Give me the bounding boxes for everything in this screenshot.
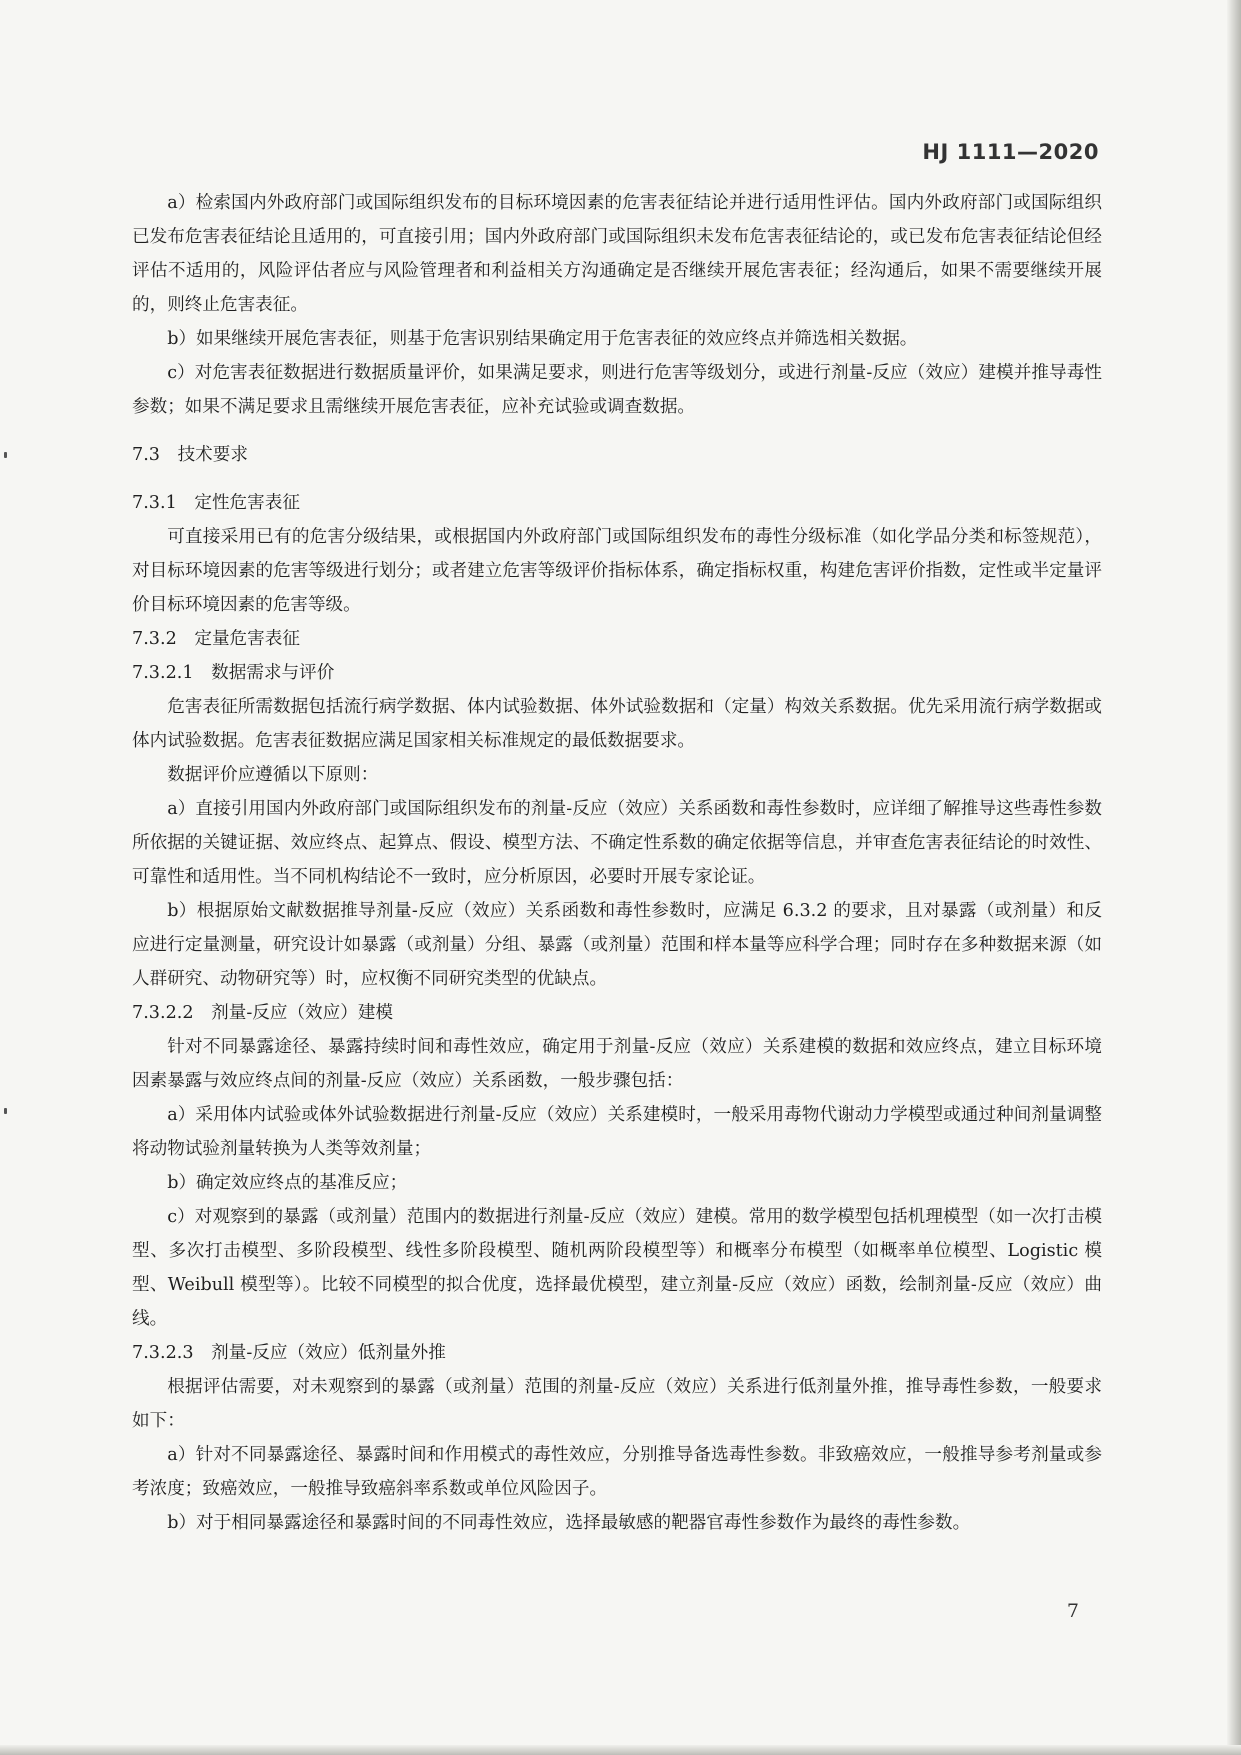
paragraph-7-3-2-2-c: c）对观察到的暴露（或剂量）范围内的数据进行剂量-反应（效应）建模。常用的数学模型包括机理模型（如一次打击模型、多次打击模型、多阶段模型、线性多阶段模型、随机两阶段模型等）和概率分布模型（如概率单位模型、Logistic 模型、Weibull 模型等）。比较不同模型的拟合优度，选择最优模型，建立剂量-反应（效应）函数，绘制剂量-反应（效应）曲线。 [132,1207,1102,1329]
scan-speck [4,452,7,458]
page-number: 7 [1066,1600,1079,1622]
paragraph-intro-c: c）对危害表征数据进行数据质量评价，如果满足要求，则进行危害等级划分，或进行剂量-反应（效应）建模并推导毒性参数；如果不满足要求且需继续开展危害表征，应补充试验或调查数据。 [132,363,1102,417]
standard-number: HJ 1111—2020 [922,140,1099,164]
paragraph-7-3-2-3-a: a）针对不同暴露途径、暴露时间和作用模式的毒性效应，分别推导备选毒性参数。非致癌效应，一般推导参考剂量或参考浓度；致癌效应，一般推导致癌斜率系数或单位风险因子。 [132,1445,1102,1499]
section-heading-7-3-2-1: 7.3.2.1 数据需求与评价 [132,663,335,683]
section-heading-7-3-1: 7.3.1 定性危害表征 [132,493,300,513]
paragraph-7-3-2-2-b: b）确定效应终点的基准反应； [167,1173,408,1193]
section-heading-7-3-2-2: 7.3.2.2 剂量-反应（效应）建模 [132,1003,394,1023]
paragraph-7-3-2-1-b: b）根据原始文献数据推导剂量-反应（效应）关系函数和毒性参数时，应满足 6.3.2 的要求，且对暴露（或剂量）和反应进行定量测量，研究设计如暴露（或剂量）分组、暴露（或剂量）范围和样本量等应科学合理；同时存在多种数据来源（如人群研究、动物研究等）时，应权衡不同研究类型的优缺点。 [132,901,1102,989]
page-edge-shadow [1227,0,1241,1755]
paragraph-7-3-2-1-a: a）直接引用国内外政府部门或国际组织发布的剂量-反应（效应）关系函数和毒性参数时，应详细了解推导这些毒性参数所依据的关键证据、效应终点、起算点、假设、模型方法、不确定性系数的确定依据等信息，并审查危害表征结论的时效性、可靠性和适用性。当不同机构结论不一致时，应分析原因，必要时开展专家论证。 [132,799,1102,887]
paragraph-intro-b: b）如果继续开展危害表征，则基于危害识别结果确定用于危害表征的效应终点并筛选相关数据。 [167,329,918,349]
scan-speck [4,1108,7,1114]
page-bottom-shadow [0,1745,1241,1755]
paragraph-7-3-2-2-a: a）采用体内试验或体外试验数据进行剂量-反应（效应）关系建模时，一般采用毒物代谢动力学模型或通过种间剂量调整将动物试验剂量转换为人类等效剂量； [132,1105,1102,1159]
paragraph-7-3-2-2-intro: 针对不同暴露途径、暴露持续时间和毒性效应，确定用于剂量-反应（效应）关系建模的数据和效应终点，建立目标环境因素暴露与效应终点间的剂量-反应（效应）关系函数，一般步骤包括： [132,1037,1102,1091]
paragraph-intro-a: a）检索国内外政府部门或国际组织发布的目标环境因素的危害表征结论并进行适用性评估。国内外政府部门或国际组织已发布危害表征结论且适用的，可直接引用；国内外政府部门或国际组织未发布危害表征结论的，或已发布危害表征结论但经评估不适用的，风险评估者应与风险管理者和利益相关方沟通确定是否继续开展危害表征；经沟通后，如果不需要继续开展的，则终止危害表征。 [132,193,1102,315]
main-content [132,186,1102,1540]
paragraph-7-3-2-1-data: 危害表征所需数据包括流行病学数据、体内试验数据、体外试验数据和（定量）构效关系数据。优先采用流行病学数据或体内试验数据。危害表征数据应满足国家相关标准规定的最低数据要求。 [132,697,1102,751]
paragraph-7-3-2-1-principles: 数据评价应遵循以下原则： [167,765,379,785]
section-heading-7-3-2: 7.3.2 定量危害表征 [132,629,300,649]
section-heading-7-3-2-3: 7.3.2.3 剂量-反应（效应）低剂量外推 [132,1343,446,1363]
paragraph-7-3-2-3-intro: 根据评估需要，对未观察到的暴露（或剂量）范围的剂量-反应（效应）关系进行低剂量外推，推导毒性参数，一般要求如下： [132,1377,1102,1431]
paragraph-7-3-1: 可直接采用已有的危害分级结果，或根据国内外政府部门或国际组织发布的毒性分级标准（如化学品分类和标签规范），对目标环境因素的危害等级进行划分；或者建立危害等级评价指标体系，确定指标权重，构建危害评价指数，定性或半定量评价目标环境因素的危害等级。 [132,527,1102,615]
section-heading-7-3: 7.3 技术要求 [132,445,248,465]
paragraph-7-3-2-3-b: b）对于相同暴露途径和暴露时间的不同毒性效应，选择最敏感的靶器官毒性参数作为最终的毒性参数。 [167,1513,971,1533]
